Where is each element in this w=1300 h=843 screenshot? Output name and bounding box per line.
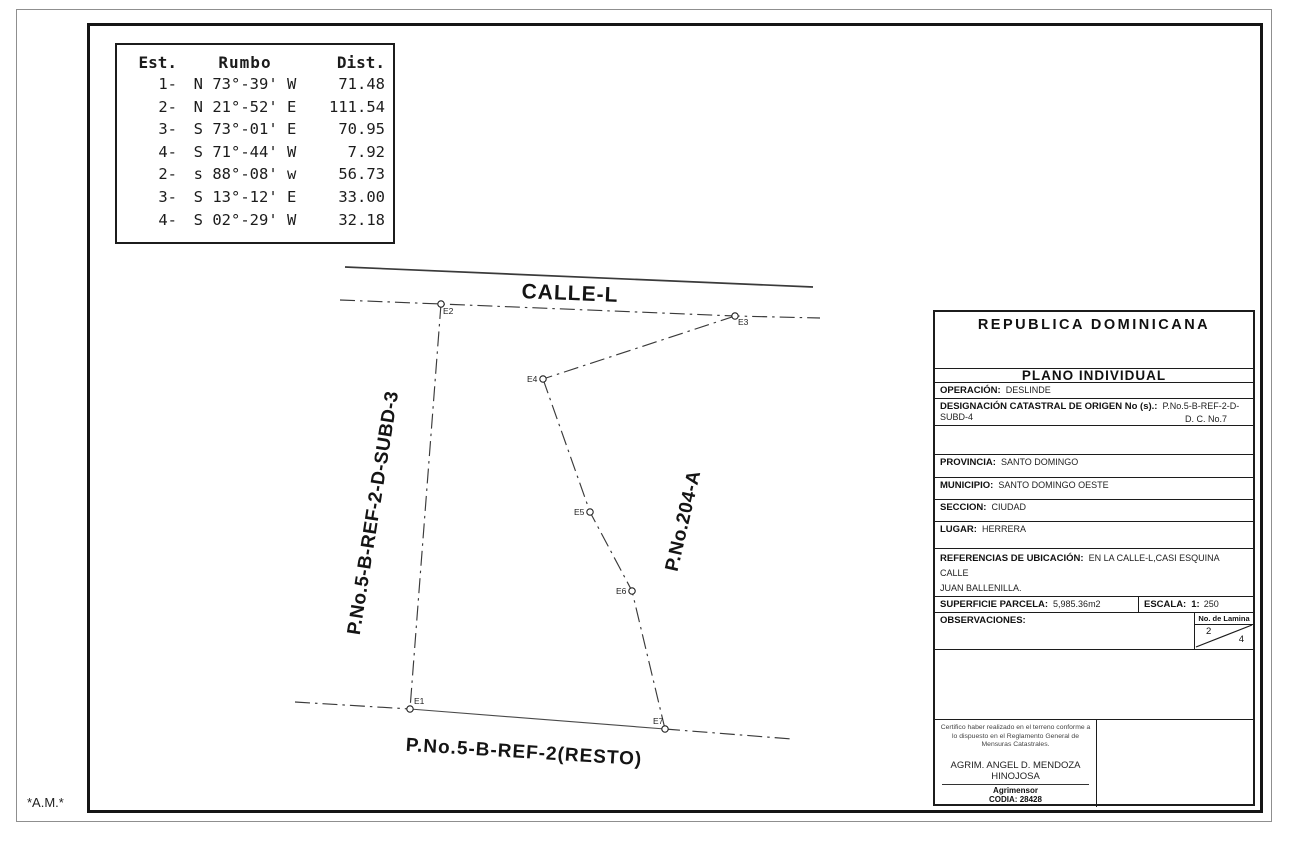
header-dist: Dist. <box>336 53 385 72</box>
signature-empty-cell <box>1097 720 1253 807</box>
referencias-row <box>935 549 1253 597</box>
referencias-value-line2: JUAN BALLENILLA. <box>940 583 1022 593</box>
vertex-label: E1 <box>414 696 425 706</box>
provincia-label: PROVINCIA: <box>940 457 996 468</box>
vertex-label: E5 <box>574 507 585 517</box>
seccion-label: SECCION: <box>940 502 987 513</box>
vertex-label: E3 <box>738 317 749 327</box>
seccion-value: CIUDAD <box>991 502 1026 512</box>
municipio-label: MUNICIPIO: <box>940 480 994 491</box>
cell-est: 1- <box>158 75 177 93</box>
seccion-row <box>935 500 1253 522</box>
cell-dist: 56.73 <box>338 165 385 184</box>
provincia-row <box>935 455 1253 478</box>
footer-note: *A.M.* <box>27 795 64 810</box>
vertex-label: E4 <box>527 374 538 384</box>
designacion-value: P.No.5-B-REF-2-D-SUBD-4 <box>940 401 1240 422</box>
table-row <box>117 141 393 164</box>
designacion-value2: D. C. No.7 <box>1185 414 1228 424</box>
surveyor-codia: CODIA: 28428 <box>989 795 1042 804</box>
operacion-label: OPERACIÓN: <box>940 385 1001 396</box>
boundary-line <box>410 304 441 709</box>
table-row <box>117 96 393 119</box>
boundary-line <box>543 379 665 729</box>
header-est: Est. <box>138 53 177 72</box>
lamina-top-number: 2 <box>1206 626 1212 637</box>
vertex-label: E7 <box>653 716 664 726</box>
surveyor-role: Agrimensor <box>993 786 1038 795</box>
referencias-label: REFERENCIAS DE UBICACIÓN: <box>940 553 1084 564</box>
cell-rumbo: N 73°-39' W <box>193 75 297 93</box>
blank-row <box>935 426 1253 455</box>
lugar-value: HERRERA <box>981 524 1026 534</box>
cell-dist: 7.92 <box>347 142 385 161</box>
surveyor-name: AGRIM. ANGEL D. MENDOZA HINOJOSA <box>942 760 1089 785</box>
designacion-label: DESIGNACIÓN CATASTRAL DE ORIGEN No (s).: <box>940 401 1158 412</box>
cell-dist: 32.18 <box>338 210 385 229</box>
lugar-row <box>935 522 1253 549</box>
cell-rumbo: S 13°-12' E <box>193 187 297 206</box>
cell-rumbo: S 73°-01' E <box>193 120 297 139</box>
observaciones-row <box>935 613 1253 650</box>
cell-est: 3- <box>158 187 177 206</box>
vertex-marker <box>540 376 546 382</box>
cell-est: 2- <box>158 165 177 184</box>
parcel-left-label: P.No.5-B-REF-2-D-SUBD-3 <box>343 389 404 637</box>
referencias-value-line1: EN LA CALLE-L,CASI ESQUINA CALLE <box>940 553 1220 578</box>
boundary-line <box>543 316 735 379</box>
empty-panel <box>935 650 1253 720</box>
municipio-value: SANTO DOMINGO OESTE <box>998 480 1109 490</box>
lamina-box <box>1194 612 1254 650</box>
cell-rumbo: N 21°-52' E <box>193 97 297 116</box>
municipio-row <box>935 478 1253 500</box>
superficie-label: SUPERFICIE PARCELA: <box>940 599 1049 610</box>
vertex-label: E2 <box>443 306 454 316</box>
provincia-value: SANTO DOMINGO <box>1000 457 1079 467</box>
table-row <box>117 118 393 141</box>
parcel-bottom-label: P.No.5-B-REF-2(RESTO) <box>405 734 643 771</box>
table-row <box>117 186 393 209</box>
cell-dist: 71.48 <box>338 75 385 93</box>
cell-dist: 70.95 <box>338 120 385 139</box>
cell-est: 2- <box>158 97 177 116</box>
lugar-label: LUGAR: <box>940 524 977 535</box>
observaciones-label: OBSERVACIONES: <box>940 615 1026 626</box>
bearing-table-header <box>117 53 393 73</box>
cell-rumbo: S 02°-29' W <box>193 210 297 229</box>
vertex-marker <box>587 509 593 515</box>
table-row <box>117 163 393 186</box>
cell-est: 4- <box>158 142 177 161</box>
plan-type-title: PLANO INDIVIDUAL <box>935 369 1253 383</box>
escala-cell <box>1139 597 1253 612</box>
superficie-escala-row <box>935 597 1253 613</box>
table-row <box>117 73 393 96</box>
boundary-line <box>665 729 792 739</box>
certification-row <box>935 720 1253 807</box>
vertex-label: E6 <box>616 586 627 596</box>
lamina-diagonal <box>1195 624 1253 648</box>
header-rumbo: Rumbo <box>218 53 272 72</box>
lamina-bottom-number: 4 <box>1238 634 1244 645</box>
cell-est: 4- <box>158 210 177 229</box>
boundary-line <box>410 709 665 729</box>
parcel-right-label: P.No.204-A <box>661 468 706 574</box>
cell-est: 3- <box>158 120 177 139</box>
escala-label: ESCALA: <box>1144 599 1187 610</box>
superficie-cell <box>935 597 1139 612</box>
designacion-row <box>935 399 1253 426</box>
escala-value: 250 <box>1203 599 1219 609</box>
cell-dist: 111.54 <box>329 97 385 116</box>
table-row <box>117 209 393 232</box>
certification-text: Certifico haber realizado en el terreno conforme a lo dispuesto en el Reglamento General de Mensuras Catastrales. <box>940 724 1091 748</box>
lamina-label: No. de Lamina <box>1195 613 1253 625</box>
operacion-row <box>935 383 1253 399</box>
cell-rumbo: s 88°-08' w <box>193 165 297 184</box>
country-title: REPUBLICA DOMINICANA <box>935 312 1253 369</box>
bearing-table <box>115 43 395 244</box>
cell-dist: 33.00 <box>338 187 385 206</box>
street-label: CALLE-L <box>521 280 619 307</box>
vertex-marker <box>407 706 413 712</box>
certification-cell <box>935 720 1097 807</box>
operacion-value: DESLINDE <box>1005 385 1051 395</box>
cell-rumbo: S 71°-44' W <box>193 142 297 161</box>
vertex-marker <box>662 726 668 732</box>
bearing-table-rows <box>117 73 393 231</box>
vertex-marker <box>629 588 635 594</box>
superficie-value: 5,985.36m2 <box>1053 599 1101 609</box>
title-block <box>933 310 1255 806</box>
escala-prefix: 1: <box>1191 599 1200 610</box>
boundary-line <box>295 702 410 709</box>
